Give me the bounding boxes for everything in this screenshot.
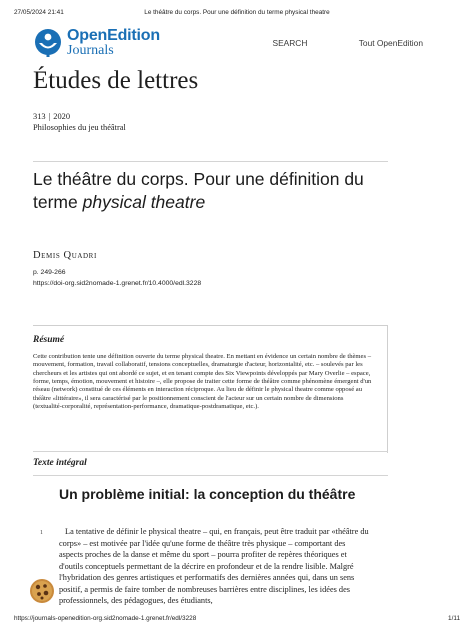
abstract-section xyxy=(33,325,388,453)
paragraph-text: La tentative de définir le physical theatre – qui, en français, peut être traduit par «théâtre du corps» – est motivée par l'idée qu'une forme de théâtre très physique – comportant des aspects proches de la danse et même du sport – pourra profiter de repères théoriques et d'outils conceptuels permettant de la décrire en profondeur et de la rendre lisible. Malgré l'hybridation des genres artistiques et performatifs des dernières années qui, dans un sens positif, a permis de faire tomber de nombreuses barrières entre disciplines, les idées des professionnels, des pédagogues, des étudiants, xyxy=(59,527,369,605)
divider xyxy=(33,451,388,452)
author-name[interactable]: Demis Quadri xyxy=(33,250,97,261)
article-title-main: Le théâtre du corps. Pour une définition du terme xyxy=(33,169,364,212)
article-title xyxy=(33,168,393,214)
article-title-italic: physical theatre xyxy=(82,192,206,212)
issue-year: 2020 xyxy=(53,112,70,121)
journal-title[interactable]: Études de lettres xyxy=(33,67,199,94)
page-range: p. 249-266 xyxy=(33,269,66,276)
print-datetime: 27/05/2024 21:41 xyxy=(14,9,64,16)
paragraph-number: 1 xyxy=(40,530,43,536)
issue-info xyxy=(33,111,126,133)
divider xyxy=(33,475,388,476)
openedition-logo-icon xyxy=(34,28,62,58)
abstract-heading: Résumé xyxy=(33,335,65,345)
full-text-heading: Texte intégral xyxy=(33,458,87,468)
openedition-logo[interactable] xyxy=(34,26,184,62)
issue-separator: | xyxy=(48,112,51,121)
print-footer xyxy=(14,615,460,625)
print-header xyxy=(14,9,460,19)
issue-number[interactable]: 313 xyxy=(33,112,46,121)
section-title: Un problème initial: la conception du théâtre xyxy=(59,486,356,502)
abstract-text: Cette contribution tente une définition ouverte du terme physical theatre. En mettant en évidence un certain nombre de thèmes – mouvement, formation, travail collaboratif, tensions conceptuelles, dramaturgie d'acteur, horizontalité, etc. – soulevés par les chercheurs et les artistes qui ont abordé ce sujet, et en tenant compte des Six Viewpoints développés par Mary Overlie – espace, forme, temps, émotion, mouvement et histoire –, elle propose de traiter cette forme de théâtre comme phénomène émergent d'un réseau (network) constitué de ces éléments en interaction réciproque. Au lieu de définir le physical theatre comme opposé au théâtre «littéraire», il sera caractérisé par le positionnement conscient de l'acteur sur un certain nombre de dimensions (textualité-corporalité, représentation-performance, dramatique-postdramatique, etc.). xyxy=(33,353,372,411)
brand-name-secondary: Journals xyxy=(67,43,114,58)
divider xyxy=(33,161,388,162)
brand-name-primary: OpenEdition xyxy=(67,27,160,44)
nav-all-openedition-link[interactable]: Tout OpenEdition xyxy=(358,38,423,48)
print-page-count: 1/11 xyxy=(448,615,460,622)
top-nav xyxy=(224,38,424,48)
print-document-title: Le théâtre du corps. Pour une définition du terme physical theatre xyxy=(144,9,330,16)
cookie-icon[interactable] xyxy=(29,578,55,604)
nav-search-link[interactable]: SEARCH xyxy=(272,38,308,48)
print-url: https://journals-openedition-org.sid2nomade-1.grenet.fr/edl/3228 xyxy=(14,615,197,622)
issue-subtitle[interactable]: Philosophies du jeu théâtral xyxy=(33,123,126,132)
doi-link[interactable]: https://doi-org.sid2nomade-1.grenet.fr/10.4000/edl.3228 xyxy=(33,280,202,287)
